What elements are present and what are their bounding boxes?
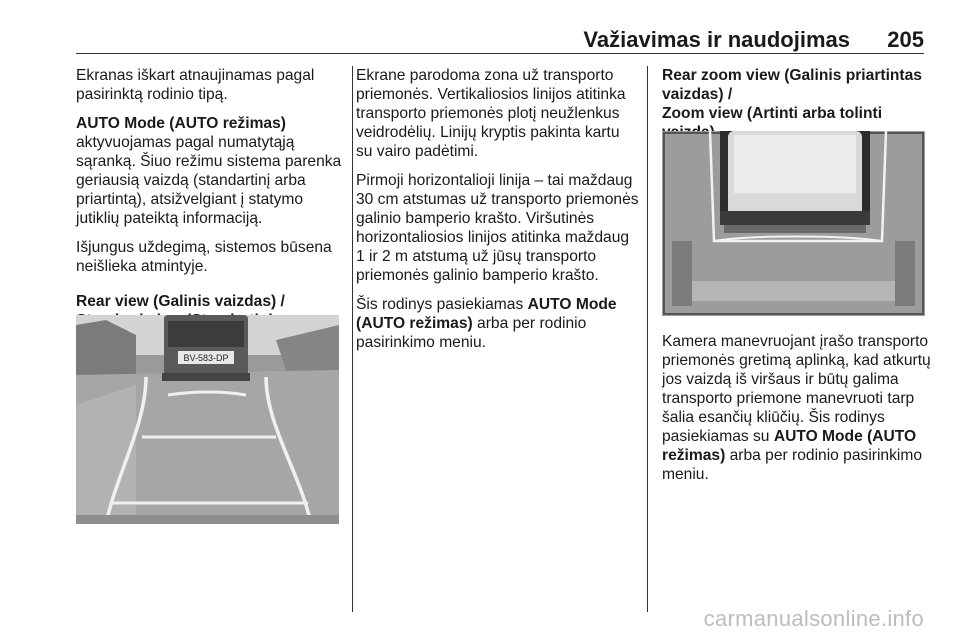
section-heading-zoom-view: Rear zoom view (Galinis priartintas vaizdas) / Zoom view (Artinti arba tolinti (662, 67, 922, 122)
section-heading-auto-mode: AUTO Mode (AUTO režimas) (76, 115, 286, 132)
column-divider-1 (352, 66, 353, 612)
paragraph: aktyvuojamas pagal numatytąją sąranką. Šiuo režimu sistema parenka geriausią vaizdą (standartinį arba priartintą), atsižvelgiant į statymo jutiklių pateiktą informaciją. (76, 134, 342, 227)
paragraph: Kamera manevruojant įrašo transporto priemonės gretimą aplinką, kad atkurtų jos vaizdą iš viršaus ir būtų galima transporto priemone manevruoti tarp šalia esančių kliūčių. Šis rodinys pasiekiamas su AUTO Mode (AUTO režimas) arba per rodinio pasirinkimo meniu. (662, 333, 931, 483)
paragraph: Ekranas iškart atnaujinamas pagal pasirinktą rodinio tipą. (76, 67, 315, 103)
page-header-title: Važiavimas ir naudojimas (583, 27, 850, 52)
paragraph: Šis rodinys pasiekiamas AUTO Mode (AUTO režimas) arba per rodinio pasirinkimo meniu. (356, 296, 617, 351)
header-rule (76, 53, 924, 54)
svg-text:BV-583-DP: BV-583-DP (183, 353, 229, 363)
paragraph: Pirmoji horizontalioji linija – tai maždaug 30 cm atstumas už transporto priemonės galinio bamperio krašto. Viršutinės horizontaliosios linijos atitinka maždaug 1 ir 2 m atstumą už jūsų transporto priemonės galinio bamperio krašto. (356, 172, 639, 284)
rear-view-camera-image (76, 315, 339, 524)
rear-view-camera-illustration (76, 315, 339, 524)
zoom-view-camera-illustration (662, 131, 925, 316)
paragraph: Išjungus uždegimą, sistemos būsena neišlieka atmintyje. (76, 239, 332, 275)
column-3-body (662, 332, 932, 494)
page-number: 205 (887, 27, 924, 52)
section-heading-rear-view: Rear view (Galinis vaizdas) / (76, 293, 285, 310)
paragraph: Ekrane parodoma zona už transporto priemonės. Vertikaliosios linijos atitinka transporto priemonės plotį neužlenkus veidrodėlių. Linijų kryptis pakinta kartu su vairo padėtimi. (356, 67, 626, 160)
column-1 (76, 66, 346, 349)
zoom-view-camera-image (662, 131, 925, 316)
column-2 (356, 66, 640, 362)
column-divider-2 (647, 66, 648, 612)
watermark: carmanualsonline.info (703, 606, 924, 631)
